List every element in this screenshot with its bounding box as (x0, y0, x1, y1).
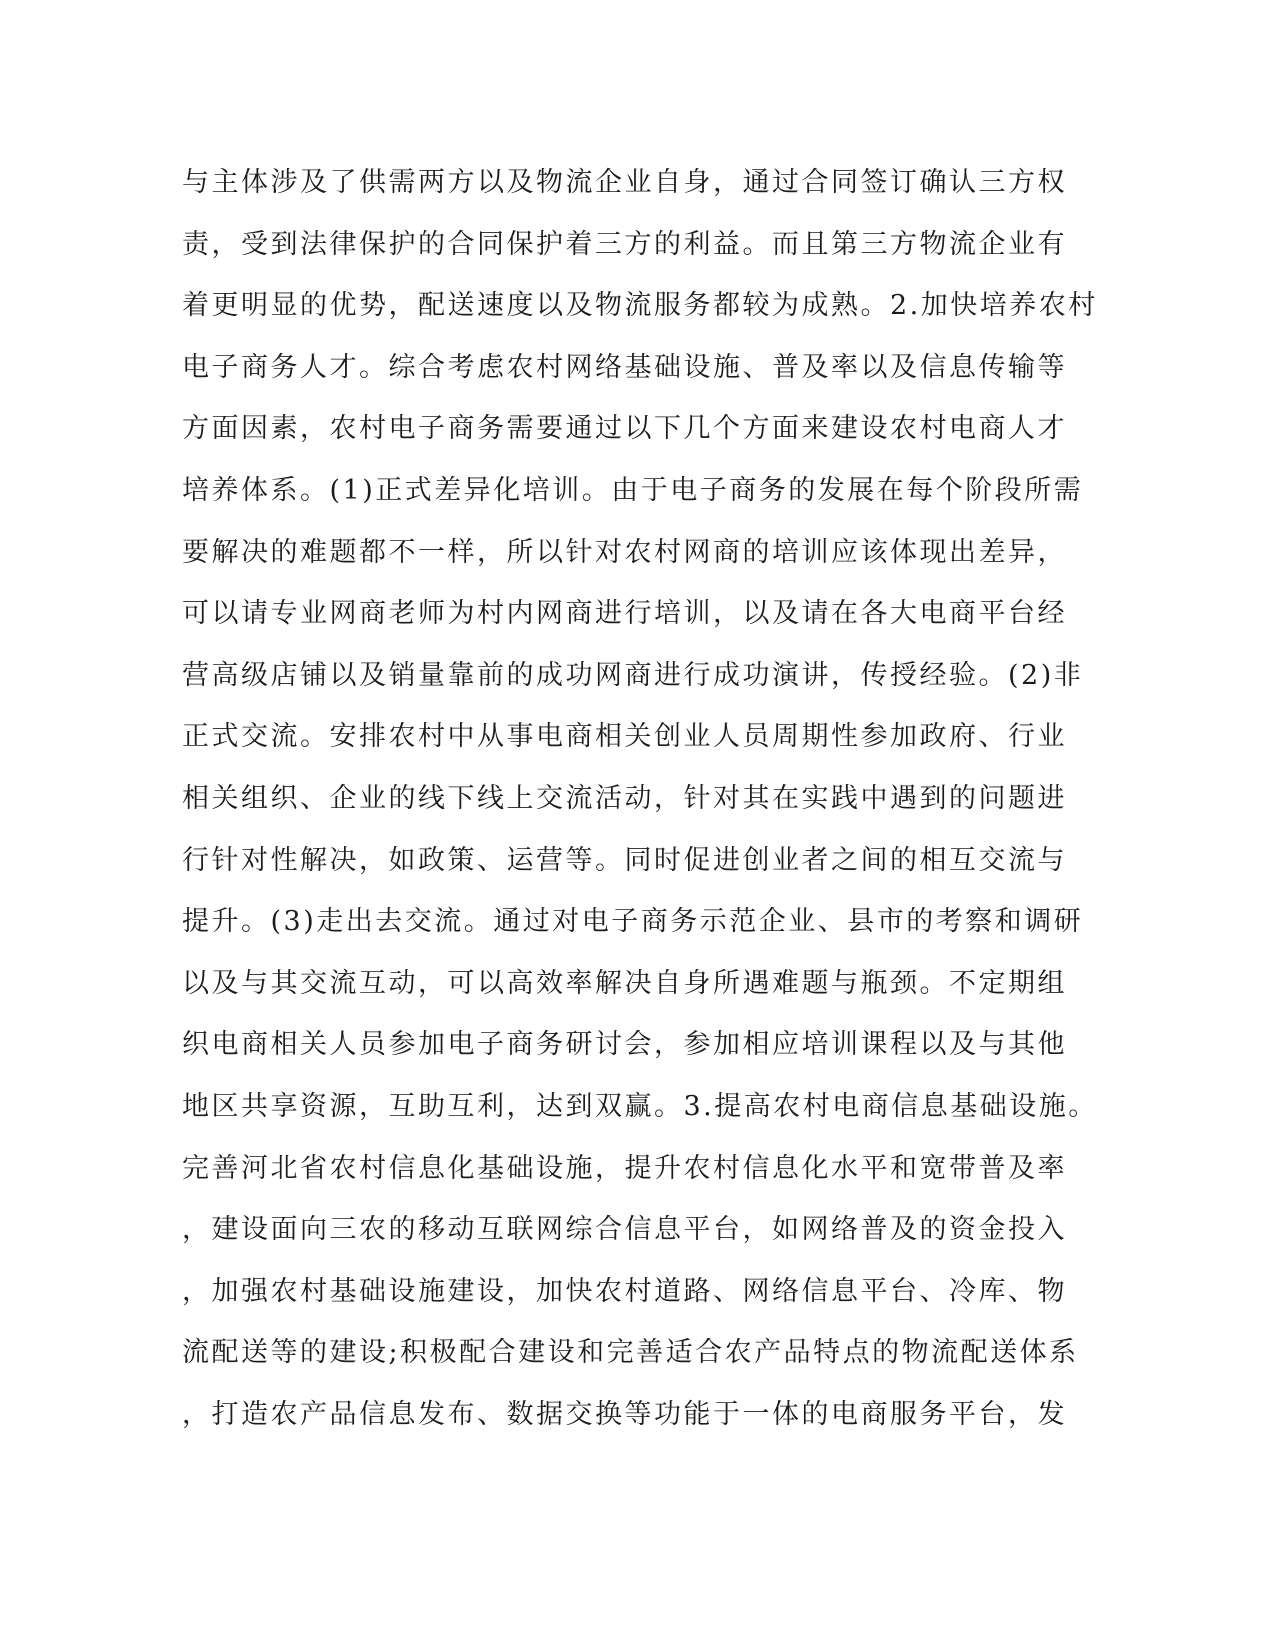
text-line: 以及与其交流互动，可以高效率解决自身所遇难题与瓶颈。不定期组 (182, 967, 1067, 999)
text-line: ，打造农产品信息发布、数据交换等功能于一体的电商服务平台，发 (182, 1398, 1067, 1430)
text-line: 培养体系。(1)正式差异化培训。由于电子商务的发展在每个阶段所需 (182, 474, 1084, 506)
text-line: 可以请专业网商老师为村内网商进行培训，以及请在各大电商平台经 (182, 598, 1067, 630)
text-line: 织电商相关人员参加电子商务研讨会，参加相应培训课程以及与其他 (182, 1029, 1067, 1061)
text-line: 与主体涉及了供需两方以及物流企业自身，通过合同签订确认三方权 (182, 167, 1067, 198)
text-line: 方面因素，农村电子商务需要通过以下几个方面来建设农村电商人才 (182, 413, 1067, 445)
text-line: 要解决的难题都不一样，所以针对农村网商的培训应该体现出差异， (182, 536, 1067, 568)
text-line: 正式交流。安排农村中从事电商相关创业人员周期性参加政府、行业 (182, 721, 1067, 753)
text-line: 行针对性解决，如政策、运营等。同时促进创业者之间的相互交流与 (182, 844, 1067, 876)
text-line: 电子商务人才。综合考虑农村网络基础设施、普及率以及信息传输等 (182, 351, 1067, 383)
text-line: 营高级店铺以及销量靠前的成功网商进行成功演讲，传授经验。(2)非 (182, 659, 1084, 691)
text-line: 流配送等的建设;积极配合建设和完善适合农产品特点的物流配送体系 (182, 1337, 1079, 1369)
text-line: 着更明显的优势，配送速度以及物流服务都较为成熟。2.加快培养农村 (182, 290, 1098, 322)
text-line: 完善河北省农村信息化基础设施，提升农村信息化水平和宽带普及率 (182, 1152, 1067, 1184)
text-line: 提升。(3)走出去交流。通过对电子商务示范企业、县市的考察和调研 (182, 906, 1084, 938)
text-line: 地区共享资源，互助互利，达到双赢。3.提高农村电商信息基础设施。 (182, 1090, 1098, 1122)
text-line: 相关组织、企业的线下线上交流活动，针对其在实践中遇到的问题进 (182, 782, 1067, 814)
body-paragraph (182, 163, 1098, 1456)
text-line: ，加强农村基础设施建设，加快农村道路、网络信息平台、冷库、物 (182, 1275, 1067, 1307)
text-line: 责，受到法律保护的合同保护着三方的利益。而且第三方物流企业有 (182, 228, 1067, 260)
text-line: ，建设面向三农的移动互联网综合信息平台，如网络普及的资金投入 (182, 1214, 1067, 1246)
